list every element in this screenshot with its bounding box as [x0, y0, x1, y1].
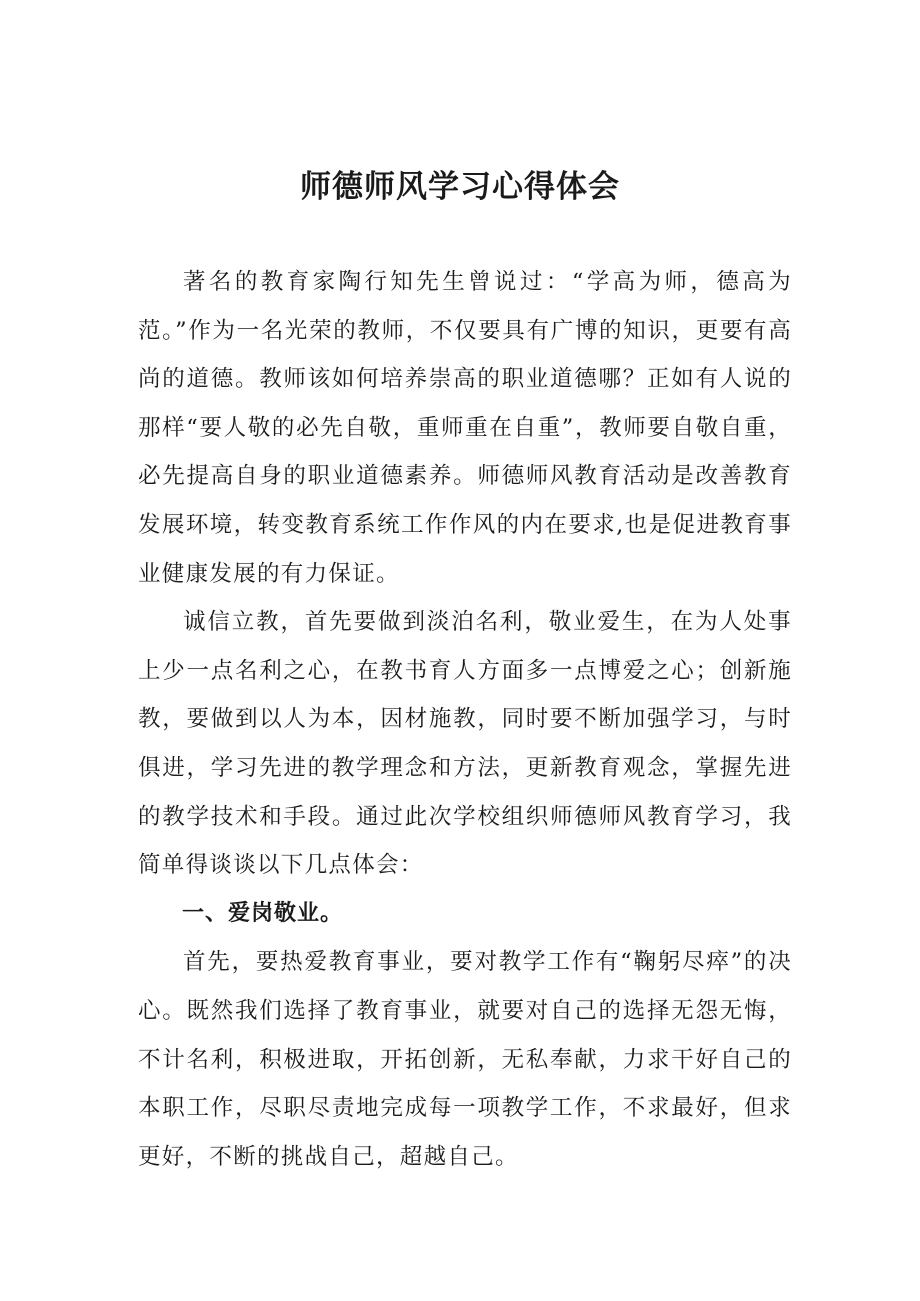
section-paragraph: 首先，要热爱教育事业，要对教学工作有“鞠躬尽瘁”的决心。既然我们选择了教育事业，就要对自己的选择无怨无悔，不计名利，积极进取，开拓创新，无私奉献，力求干好自己的本职工作，尽职尽责地完成每一项教学工作，不求最好，但求更好，不断的挑战自己，超越自己。: [138, 949, 792, 1170]
intro-paragraph: 著名的教育家陶行知先生曾说过：“学高为师，德高为范。”作为一名光荣的教师，不仅要具有广博的知识，更要有高尚的道德。教师该如何培养崇高的职业道德哪？正如有人说的那样“要人敬的必先自敬，重师重在自重”，教师要自敬自重，必先提高自身的职业道德素养。师德师风教育活动是改善教育发展环境，转变教育系统工作作风的内在要求,也是促进教育事业健康发展的有力保证。: [138, 269, 792, 587]
document-body: [138, 258, 792, 1181]
document-title: 师德师风学习心得体会: [300, 169, 620, 205]
section-heading: 一、爱岗敬业。: [182, 900, 344, 926]
second-paragraph: 诚信立教，首先要做到淡泊名利，敬业爱生，在为人处事上少一点名利之心，在教书育人方面多一点博爱之心；创新施教，要做到以人为本，因材施教，同时要不断加强学习，与时俱进，学习先进的教学理念和方法，更新教育观念，掌握先进的教学技术和手段。通过此次学校组织师德师风教育学习，我简单得谈谈以下几点体会：: [138, 609, 792, 879]
